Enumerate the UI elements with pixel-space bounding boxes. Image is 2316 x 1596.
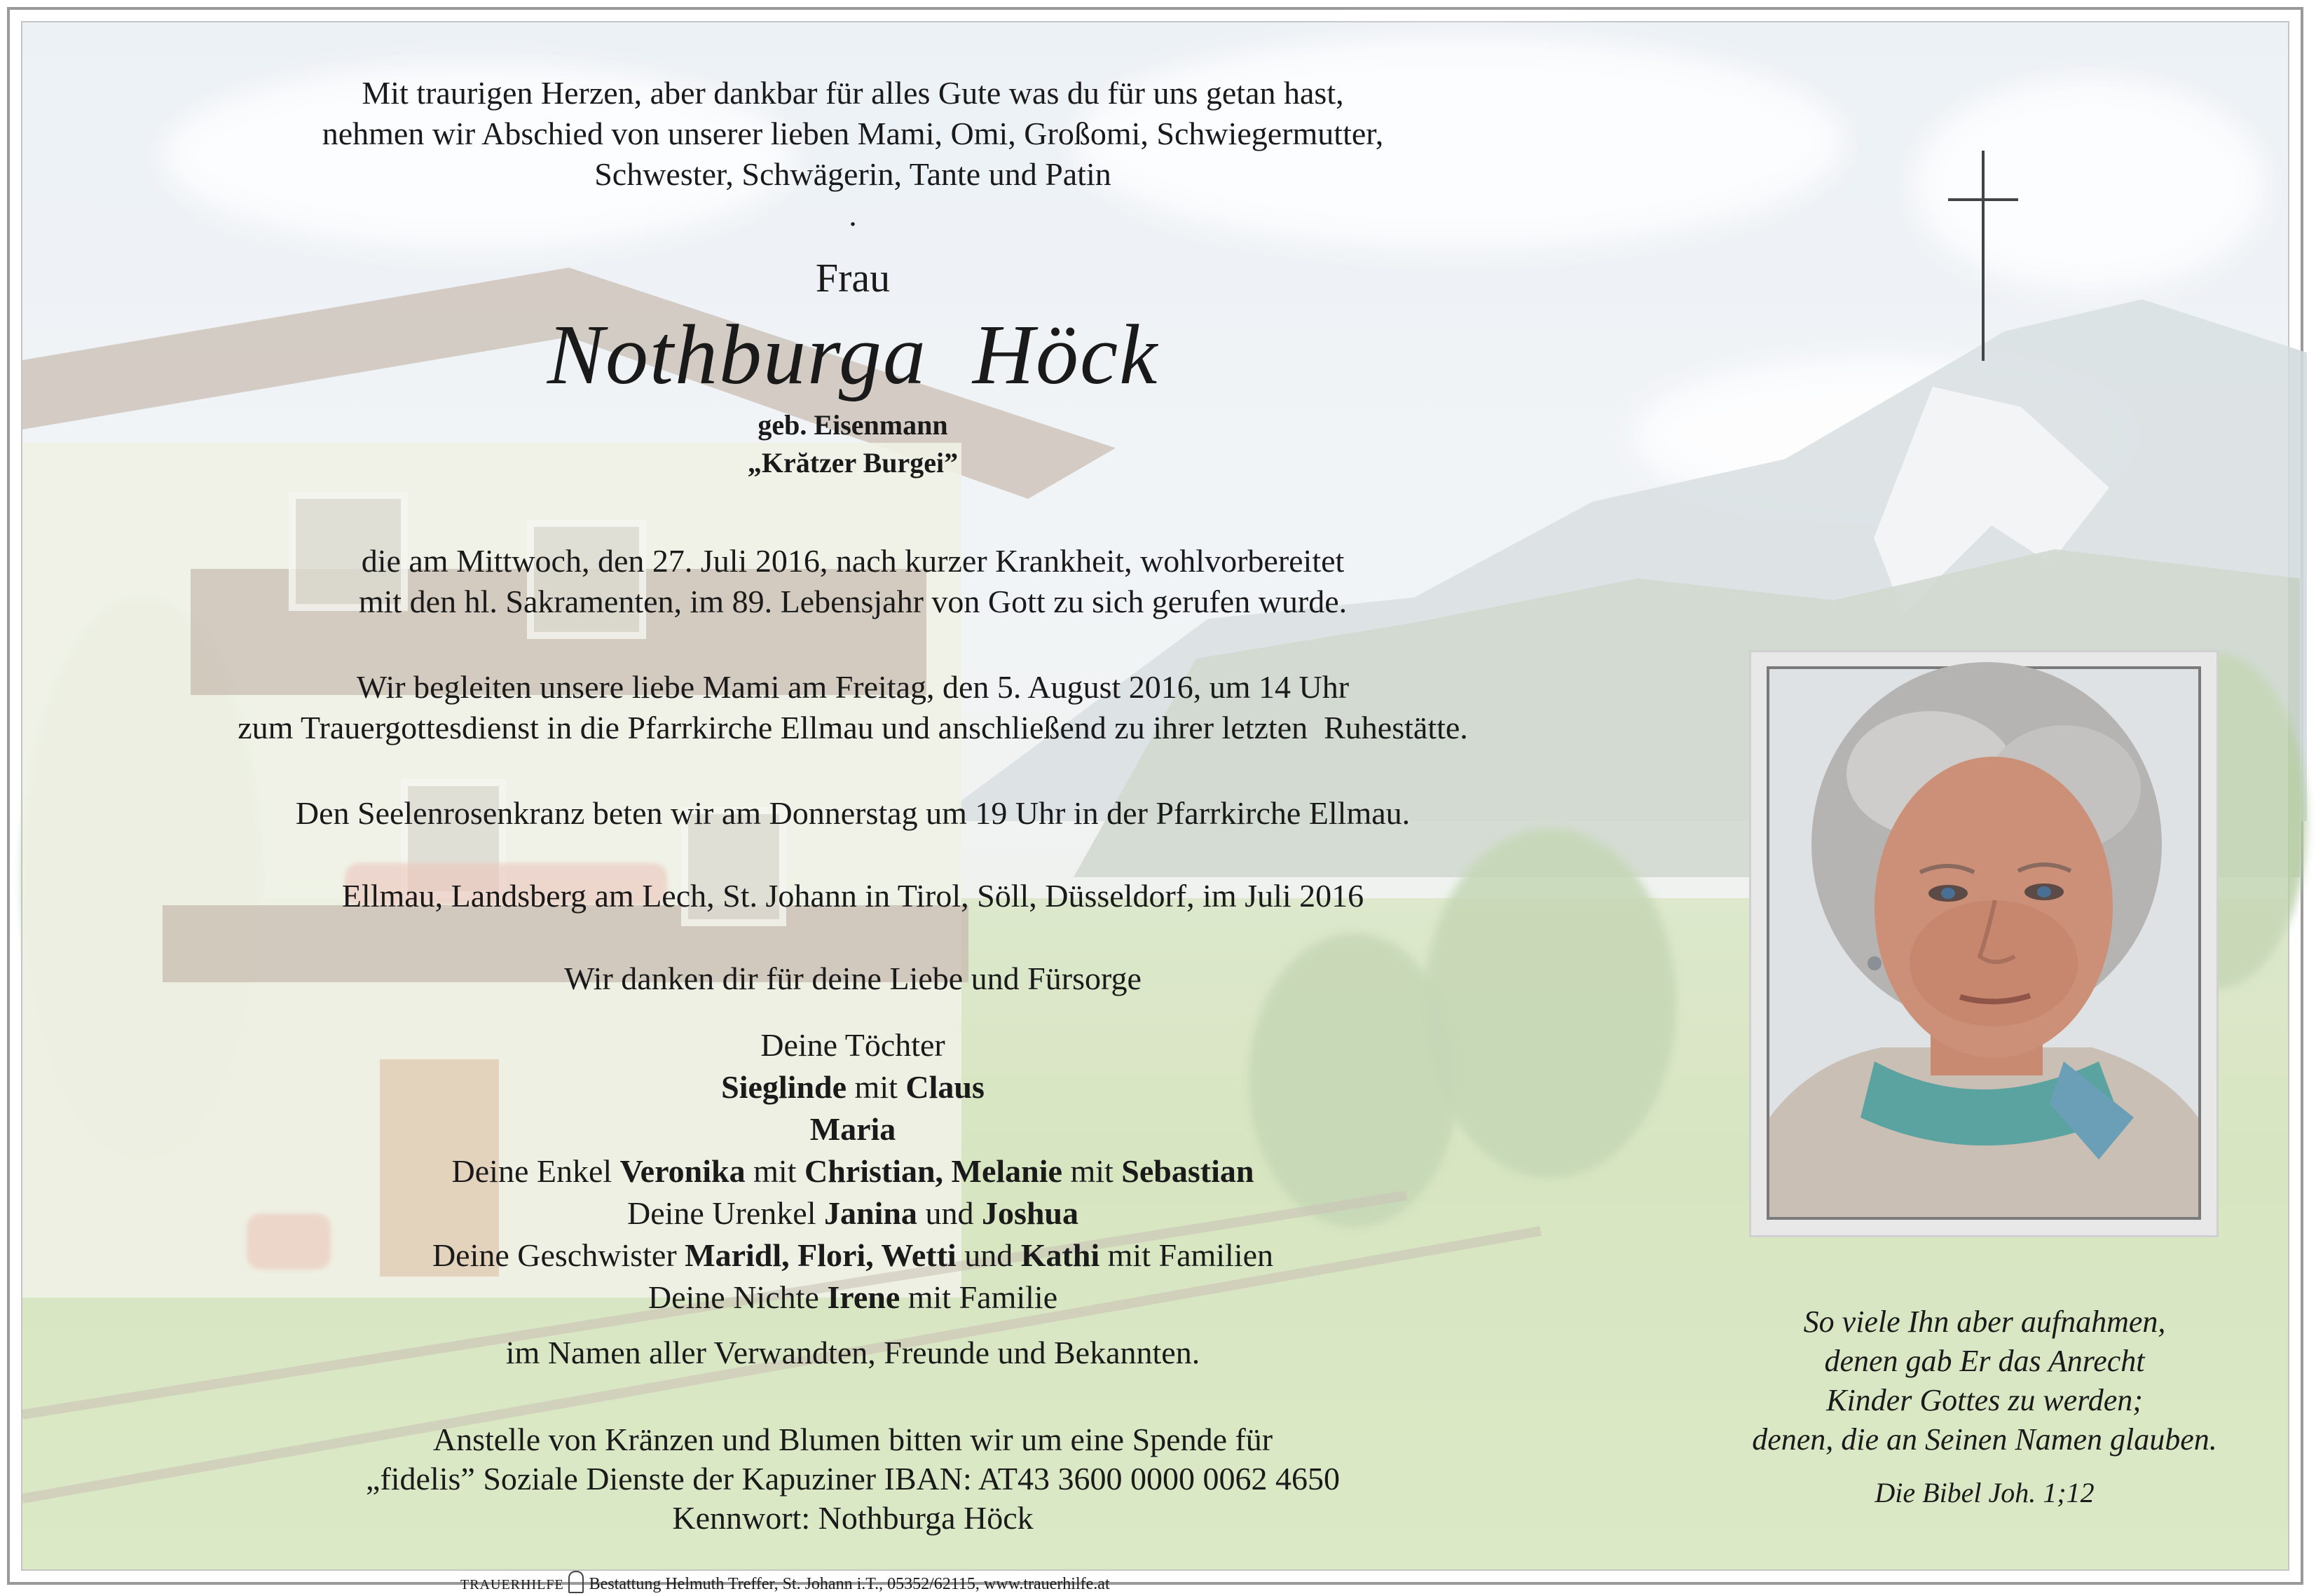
great-grandchildren-label: Deine Urenkel [626, 1195, 816, 1231]
daughters-label: Deine Töchter [760, 1027, 945, 1063]
birth-name: geb. Eisenmann [758, 409, 948, 441]
quote-line: denen gab Er das Anrecht [1824, 1344, 2145, 1378]
connector: und [964, 1237, 1013, 1273]
intro-text [22, 73, 1683, 235]
quote-source: Die Bibel Joh. 1;12 [1875, 1477, 2095, 1508]
daughter-name: Maria [809, 1111, 896, 1147]
family-line-siblings [22, 1234, 1683, 1277]
great-grandchild-name: Joshua [981, 1195, 1079, 1231]
daughter-name: Sieglinde [721, 1069, 847, 1105]
footer-text: Bestattung Helmuth Treffer, St. Johann i.T., 05352/62115, www.trauerhilfe.at [589, 1575, 1110, 1593]
family-line-grandchildren [22, 1150, 1683, 1192]
intro-line: Mit traurigen Herzen, aber dankbar für alles Gute was du für uns getan hast, [362, 75, 1344, 111]
donation-request [22, 1420, 1683, 1538]
death-notice [22, 541, 1683, 622]
card-frame [7, 7, 2303, 1593]
niece-name: Irene [827, 1279, 900, 1315]
connector: und [925, 1195, 974, 1231]
death-notice-line: mit den hl. Sakramenten, im 89. Lebensjahr von Gott zu sich gerufen wurde. [358, 584, 1348, 619]
donation-line: Kennwort: Nothburga Höck [672, 1500, 1034, 1536]
grandchild-name: Christian, Melanie [804, 1153, 1062, 1189]
rosary-notice: Den Seelenrosenkranz beten wir am Donnerstag um 19 Uhr in der Pfarrkirche Ellmau. [295, 795, 1411, 831]
intro-line: Schwester, Schwägerin, Tante und Patin [594, 156, 1111, 192]
siblings-label: Deine Geschwister [432, 1237, 677, 1273]
portrait-illustration [1769, 669, 2198, 1217]
quote-line: Kinder Gottes zu werden; [1826, 1383, 2143, 1417]
latin-cross-icon [1948, 151, 2018, 361]
bible-quote [1662, 1302, 2307, 1459]
quote-line: denen, die an Seinen Namen glauben. [1752, 1422, 2217, 1457]
footer-brand: TRAUERHILFE [460, 1577, 564, 1592]
relatives-line: im Namen aller Verwandten, Freunde und Bekannten. [505, 1335, 1200, 1370]
suffix: mit Familien [1107, 1237, 1274, 1273]
nickname: „Krătzer Burgei” [747, 447, 959, 479]
niece-label: Deine Nichte [647, 1279, 819, 1315]
family-line-daughter1 [22, 1066, 1683, 1108]
suffix: mit Familie [907, 1279, 1058, 1315]
sibling-names: Maridl, Flori, Wetti [685, 1237, 957, 1273]
deceased-name: Nothburga Höck [547, 308, 1159, 402]
partner-name: Sebastian [1121, 1153, 1254, 1189]
photo-frame [1749, 650, 2219, 1237]
quote-line: So viele Ihn aber aufnahmen, [1803, 1305, 2166, 1339]
funeral-line: Wir begleiten unsere liebe Mami am Freitag, den 5. August 2016, um 14 Uhr [356, 669, 1350, 705]
intro-line: . [849, 197, 857, 233]
connector: mit [1070, 1153, 1114, 1189]
dove-logo-icon [568, 1571, 584, 1593]
grandchild-name: Veronika [619, 1153, 746, 1189]
partner-name: Claus [905, 1069, 985, 1105]
great-grandchild-name: Janina [823, 1195, 917, 1231]
thanks-line: Wir danken dir für deine Liebe und Fürsorge [564, 961, 1142, 996]
donation-line: Anstelle von Kränzen und Blumen bitten wir um eine Spende für [432, 1422, 1273, 1457]
connector: mit [854, 1069, 898, 1105]
grandchildren-label: Deine Enkel [451, 1153, 612, 1189]
family-list [22, 1024, 1683, 1319]
birth-name-block [22, 406, 1683, 482]
places-and-date: Ellmau, Landsberg am Lech, St. Johann in Tirol, Söll, Düsseldorf, im Juli 2016 [341, 878, 1364, 914]
connector: mit [753, 1153, 797, 1189]
family-line-niece [22, 1277, 1683, 1319]
funeral-line: zum Trauergottesdienst in die Pfarrkirche Ellmau und anschließend zu ihrer letzten Ruhestätte. [238, 710, 1468, 745]
death-notice-line: die am Mittwoch, den 27. Juli 2016, nach kurzer Krankheit, wohlvorbereitet [361, 543, 1345, 579]
footer [460, 1571, 1110, 1595]
honorific: Frau [815, 255, 891, 301]
family-line-great-grandchildren [22, 1192, 1683, 1234]
portrait-photo [1767, 666, 2201, 1220]
sibling-name: Kathi [1020, 1237, 1100, 1273]
intro-line: nehmen wir Abschied von unserer lieben Mami, Omi, Großomi, Schwiegermutter, [322, 116, 1384, 151]
donation-line: „fidelis” Soziale Dienste der Kapuziner IBAN: AT43 3600 0000 0062 4650 [366, 1461, 1340, 1497]
card-inner [21, 21, 2289, 1593]
funeral-notice [22, 667, 1683, 748]
